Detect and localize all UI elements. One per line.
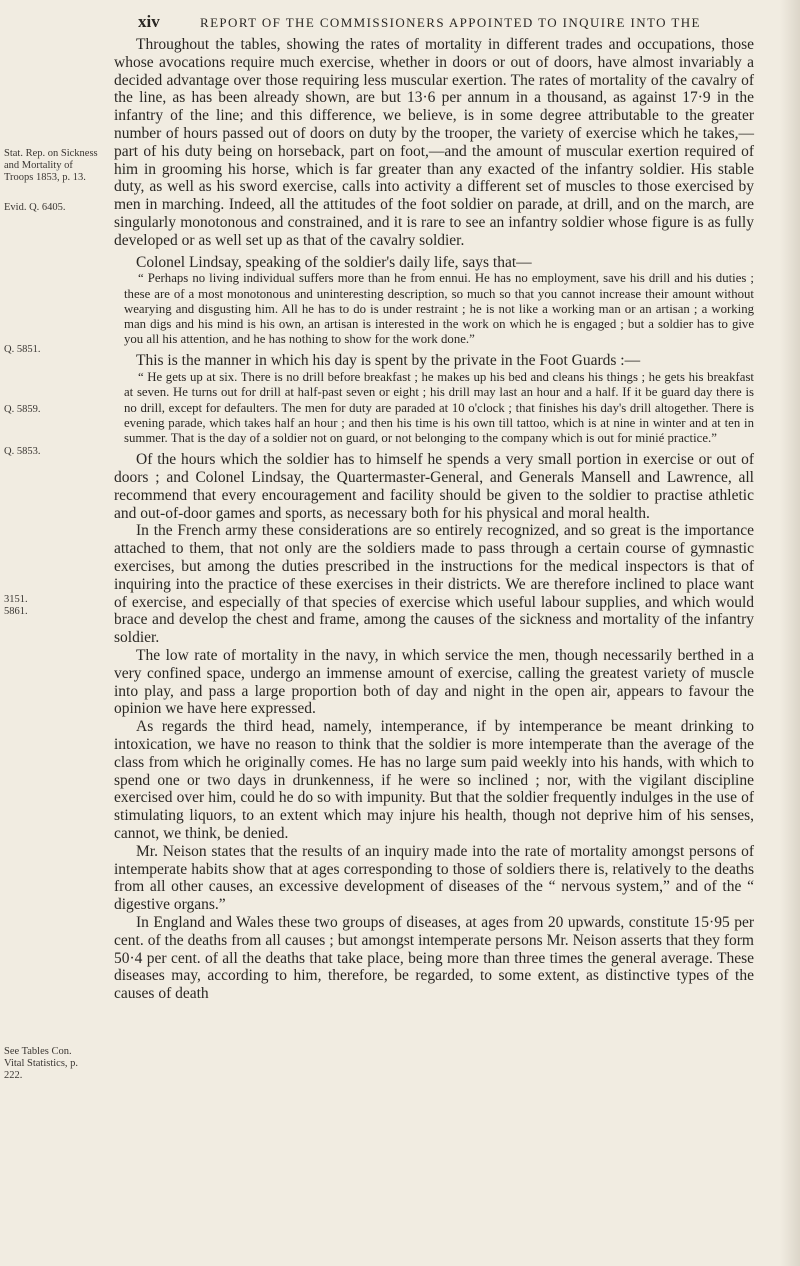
paragraph-hours: Of the hours which the soldier has to himself he spends a very small portion in exercise or out of doors ; and Colonel Lindsay, the Quartermaster-General, and Generals Mansell and Lawrence, all recommend that every encouragement and facility should be given to the soldier to practise athletic and out-of-door games and sports, as necessary both for his physical and moral health. [114,451,754,522]
paragraph-navy: The low rate of mortality in the navy, in which service the men, though necessarily berthed in a very confined space, undergo an immense amount of exercise, calling the greatest variety of muscle into play, and pass a large proportion both of day and night in the open air, appears to favour the opinion we have here expressed. [114,646,754,718]
main-text [114,36,754,1003]
running-head: REPORT OF THE COMMISSIONERS APPOINTED TO INQUIRE INTO THE [200,15,701,30]
margin-note-stat-rep: Stat. Rep. on Sickness and Mortality of Troops 1853, p. 13. [4,148,98,183]
margin-note-see-tables: See Tables Con. Vital Statistics, p. 222. [4,1046,79,1081]
margin-note-q5859: Q. 5859. [4,404,41,415]
paragraph-neison: Mr. Neison states that the results of an inquiry made into the rate of mortality amongst persons of intemperate habits show that at ages corresponding to those of soldiers there is, relatively to the deaths from all other causes, an excessive development of diseases of the “ nervous system,” and of the “ digestive organs.” [114,842,754,914]
margin-note-3151: 3151. 5861. [4,594,28,617]
quote-ennui: “ Perhaps no living individual suffers more than he from ennui. He has no employment, save his drill and his duties ; these are of a most monotonous and uninteresting description, so much so that you cannot increase their amount without wearying and disgusting him. All he has to do is under restraint ; he is not like a working man or an artisan ; a working man digs and his mind is his own, an artisan is interested in the work on which he is engaged ; but a soldier has to give you all his attention, and he has nothing to show for the work done.” [124,271,754,347]
page-header [0,8,800,34]
paragraph-intemperance: As regards the third head, namely, intemperance, if by intemperance be meant drinking to intoxication, we have no reason to think that the soldier is more intemperate than the average of the class from which he originally comes. He has no large sum paid weekly into his hands, with which to spend one or two days in drunkenness, if he were so inclined ; nor, with the vigilant discipline exercised over him, could he do so with impunity. But that the soldier frequently indulges in the use of stimulating liquors, to an extent which may injure his health, though not deprive him of his senses, cannot, we think, be denied. [114,718,754,842]
paragraph-england-wales: In England and Wales these two groups of diseases, at ages from 20 upwards, constitute 15·95 per cent. of the deaths from all causes ; but amongst intemperate persons Mr. Neison asserts that they form 50·4 per cent. of all the deaths that take place, being more than three times the general average. These diseases may, according to him, therefore, be regarded, to some extent, as distinctive types of the causes of death [114,913,754,1003]
paragraph-foot-guards: This is the manner in which his day is spent by the private in the Foot Guards :— [136,352,641,370]
paragraph-colonel-lindsay: Colonel Lindsay, speaking of the soldier's daily life, says that— [136,253,532,271]
paragraph-exercise: Throughout the tables, showing the rates of mortality in different trades and occupations, those whose avocations require much exercise, whether in doors or out of doors, have almost invariably a decided advantage over those requiring less muscular exertion. The rates of mortality of the cavalry of the line, as has been already shown, are but 13·6 per annum in a thousand, as against 17·9 in the infantry of the line; and this difference, we believe, is in some degree attributable to the greater number of hours passed out of doors on duty by the trooper, the variety of exercise which he takes,—part of his duty being on horseback, part on foot,—and the amount of muscular exertion required of him in grooming his horse, which is far greater than any exacted of the infantry soldier. His stable duty, as well as his sword exercise, calls into activity a different set of muscles to those exercised by men in marching. Indeed, all the attitudes of the foot soldier on parade, at drill, and on the march, are singularly monotonous and constrained, and it is rare to see an infantry soldier whose figure is as fully developed or as well set up as that of the cavalry soldier. [114,36,754,249]
margin-note-evid: Evid. Q. 6405. [4,202,66,213]
page-number: xiv [138,12,160,31]
margin-notes [0,0,100,1266]
quote-daily-routine: “ He gets up at six. There is no drill before breakfast ; he makes up his bed and cleans his things ; he gets his breakfast at seven. He turns out for drill at half-past seven or eight ; his drill may last an hour and a half. If it be guard day there is no drill, except for defaulters. The men for duty are paraded at 10 o'clock ; that finishes his day's drill altogether. There is evening parade, which takes half an hour ; and then his time is his own till tattoo, which is at nine in winter and at ten in summer. That is the day of a soldier not on guard, or not belonging to the company which is out for minié practice.” [124,370,754,445]
page-edge-shadow [780,0,800,1266]
margin-note-q5853: Q. 5853. [4,446,41,457]
margin-note-q5851: Q. 5851. [4,344,41,355]
paragraph-french-army: In the French army these considerations are so entirely recognized, and so great is the importance attached to them, that not only are the soldiers made to pass through a certain course of gymnastic exercises, but among the duties prescribed in the instructions for the medical inspectors is that of inquiring into the practice of these exercises in their districts. We are therefore inclined to place want of exercise, and especially of that species of exercise which useful labour supplies, and which would brace and develop the chest and frame, among the causes of the sickness and mortality of the infantry soldier. [114,522,754,647]
